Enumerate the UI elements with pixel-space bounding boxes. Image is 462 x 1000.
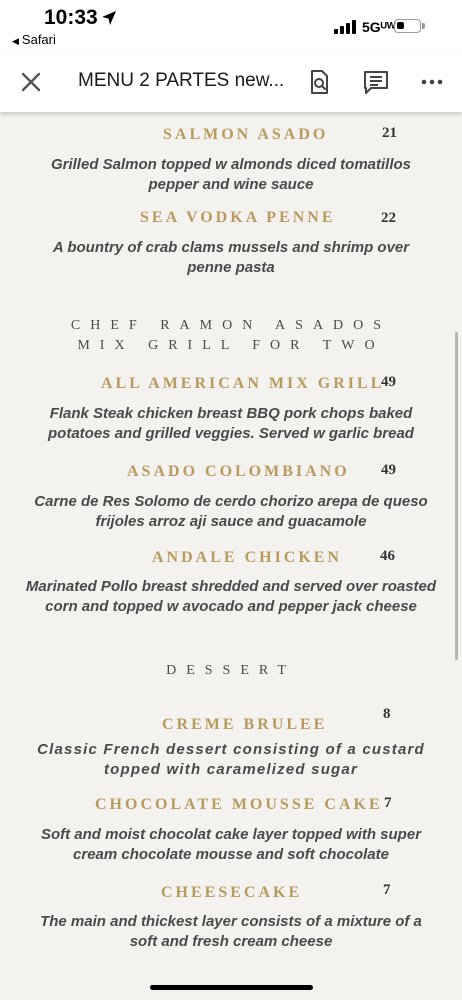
back-triangle-icon: ◀ [12,36,19,46]
menu-item-description: Marinated Pollo breast shredded and served over roasted corn and topped w avocado and pepper jack cheese [25,578,437,615]
location-arrow-icon [101,10,117,26]
menu-item-price: 22 [381,210,396,226]
home-indicator [150,985,313,990]
signal-icon [334,20,356,34]
menu-item-price: 49 [381,462,396,478]
battery-icon [394,19,421,33]
menu-item-name: ASADO COLOMBIANO [127,463,350,480]
document-scrollbar[interactable] [455,332,458,660]
menu-item-description: A bountry of crab clams mussels and shrimp over penne pasta [52,239,410,276]
more-icon[interactable] [418,68,446,96]
battery-level [397,22,404,29]
section-title-dessert: DESSERT [166,663,296,678]
document-toolbar [0,52,462,112]
menu-item-price: 7 [384,795,392,811]
menu-item-price: 46 [380,548,395,564]
menu-item-name: SEA VODKA PENNE [140,209,336,226]
menu-item-price: 21 [382,125,397,141]
menu-item-name: ALL AMERICAN MIX GRILL [101,375,385,392]
section-title-chef: CHEF RAMON ASADOS MIX GRILL FOR TWO [70,318,392,353]
document-title: MENU 2 PARTES new... [78,70,285,91]
menu-item-price: 7 [383,882,391,898]
back-app-label: Safari [21,32,56,47]
battery-cap [422,23,425,29]
menu-item-description: Classic French dessert consisting of a custard topped with caramelized sugar [37,741,425,778]
menu-item-name: ANDALE CHICKEN [152,549,343,566]
menu-item-name: CHEESECAKE [161,884,303,901]
comment-icon[interactable] [362,68,390,96]
menu-item-price: 49 [381,374,396,390]
menu-item-description: The main and thickest layer consists of a mixture of a soft and fresh cream cheese [40,913,422,950]
document-content[interactable] [0,112,462,1000]
menu-item-description: Grilled Salmon topped w almonds diced tomatillos pepper and wine sauce [50,156,412,193]
menu-item-name: CHOCOLATE MOUSSE CAKE [95,796,383,813]
status-bar [0,0,462,52]
menu-item-name: CREME BRULEE [162,716,328,733]
close-icon[interactable] [18,69,44,95]
menu-item-price: 8 [383,706,391,722]
back-to-app-link[interactable] [12,32,56,47]
menu-item-name: SALMON ASADO [163,126,329,143]
search-document-icon[interactable] [305,68,333,96]
status-time: 10:33 [44,6,98,29]
menu-item-description: Soft and moist chocolat cake layer topped with super cream chocolate mousse and soft chocolate [40,826,422,863]
network-type: 5Gᵁᵂ [362,19,396,35]
menu-item-description: Carne de Res Solomo de cerdo chorizo arepa de queso frijoles arroz aji sauce and guacamole [34,493,428,530]
menu-item-description: Flank Steak chicken breast BBQ pork chops baked potatoes and grilled veggies. Served w garlic bread [48,405,414,442]
